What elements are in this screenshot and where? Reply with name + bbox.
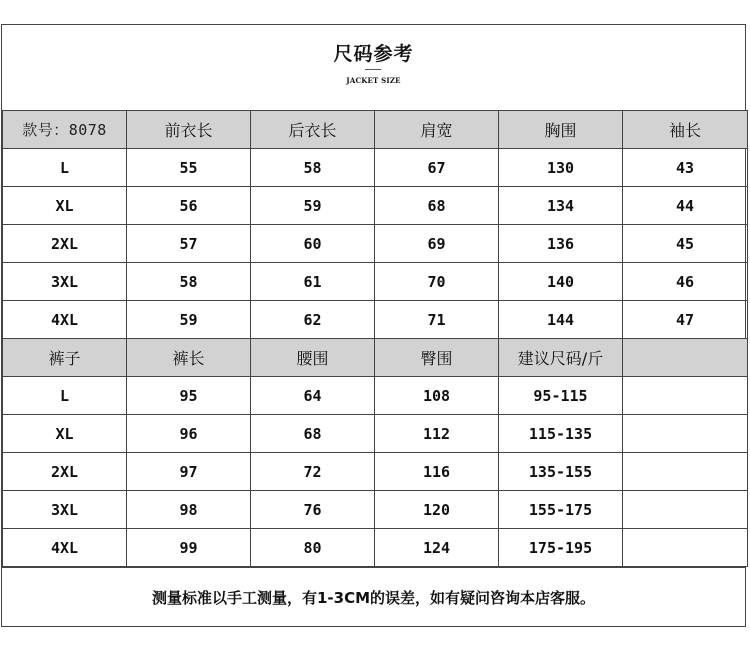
size-chart	[1, 24, 746, 627]
table-cell: 116	[375, 453, 499, 491]
table-cell: 72	[251, 453, 375, 491]
table-cell: 2XL	[3, 225, 127, 263]
table-cell: 76	[251, 491, 375, 529]
table-cell: 55	[127, 149, 251, 187]
table-cell: 57	[127, 225, 251, 263]
table-cell	[623, 529, 748, 567]
table-cell: 80	[251, 529, 375, 567]
table-cell: 61	[251, 263, 375, 301]
table-cell: 58	[251, 149, 375, 187]
table-row	[3, 187, 748, 225]
table-cell: 3XL	[3, 491, 127, 529]
table-cell: 4XL	[3, 529, 127, 567]
table-cell: 97	[127, 453, 251, 491]
pants-header-row	[3, 339, 748, 377]
table-row	[3, 301, 748, 339]
table-cell: 67	[375, 149, 499, 187]
table-cell: 134	[499, 187, 623, 225]
table-row	[3, 529, 748, 567]
table-cell: 70	[375, 263, 499, 301]
table-row	[3, 415, 748, 453]
table-cell: 112	[375, 415, 499, 453]
jacket-header-cell: 款号：8078	[3, 111, 127, 149]
table-cell: 47	[623, 301, 748, 339]
chart-title: 尺码参考	[333, 43, 414, 65]
pants-header-cell: 建议尺码/斤	[499, 339, 623, 377]
pants-header-cell: 裤长	[127, 339, 251, 377]
table-cell: 4XL	[3, 301, 127, 339]
table-cell: XL	[3, 415, 127, 453]
jacket-header-cell: 后衣长	[251, 111, 375, 149]
jacket-header-cell: 肩宽	[375, 111, 499, 149]
table-cell: 71	[375, 301, 499, 339]
table-cell: 124	[375, 529, 499, 567]
table-cell	[623, 377, 748, 415]
table-cell: 44	[623, 187, 748, 225]
table-cell: XL	[3, 187, 127, 225]
table-cell: 3XL	[3, 263, 127, 301]
table-cell: 64	[251, 377, 375, 415]
table-cell: 59	[127, 301, 251, 339]
table-cell: 68	[375, 187, 499, 225]
table-cell: 140	[499, 263, 623, 301]
table-cell: 69	[375, 225, 499, 263]
table-row	[3, 225, 748, 263]
table-cell: 45	[623, 225, 748, 263]
table-cell: 2XL	[3, 453, 127, 491]
table-cell: 120	[375, 491, 499, 529]
title-area	[2, 25, 745, 110]
table-cell: 43	[623, 149, 748, 187]
table-cell: 99	[127, 529, 251, 567]
table-cell: 46	[623, 263, 748, 301]
table-cell: 95	[127, 377, 251, 415]
chart-subtitle: JACKET SIZE	[346, 76, 401, 85]
table-cell: L	[3, 149, 127, 187]
table-cell	[623, 491, 748, 529]
table-cell: 108	[375, 377, 499, 415]
table-row	[3, 491, 748, 529]
jacket-header-cell: 胸围	[499, 111, 623, 149]
table-cell: 58	[127, 263, 251, 301]
table-cell: 96	[127, 415, 251, 453]
size-table	[2, 110, 748, 567]
table-cell: 136	[499, 225, 623, 263]
table-cell	[623, 453, 748, 491]
table-cell: 68	[251, 415, 375, 453]
table-row	[3, 149, 748, 187]
table-cell: 130	[499, 149, 623, 187]
table-cell: L	[3, 377, 127, 415]
table-cell: 115-135	[499, 415, 623, 453]
table-cell: 155-175	[499, 491, 623, 529]
pants-header-cell: 腰围	[251, 339, 375, 377]
pants-header-cell: 臀围	[375, 339, 499, 377]
pants-header-cell	[623, 339, 748, 377]
table-row	[3, 377, 748, 415]
table-cell: 175-195	[499, 529, 623, 567]
jacket-header-row	[3, 111, 748, 149]
jacket-header-cell: 前衣长	[127, 111, 251, 149]
table-cell: 144	[499, 301, 623, 339]
jacket-header-cell: 袖长	[623, 111, 748, 149]
table-cell: 98	[127, 491, 251, 529]
measurement-note: 测量标准以手工测量，有1-3CM的误差，如有疑问咨询本店客服。	[2, 567, 745, 627]
title-divider	[365, 69, 381, 70]
table-cell	[623, 415, 748, 453]
table-cell: 56	[127, 187, 251, 225]
pants-header-cell: 裤子	[3, 339, 127, 377]
table-cell: 59	[251, 187, 375, 225]
table-cell: 60	[251, 225, 375, 263]
table-row	[3, 263, 748, 301]
table-cell: 135-155	[499, 453, 623, 491]
table-cell: 62	[251, 301, 375, 339]
table-cell: 95-115	[499, 377, 623, 415]
table-row	[3, 453, 748, 491]
